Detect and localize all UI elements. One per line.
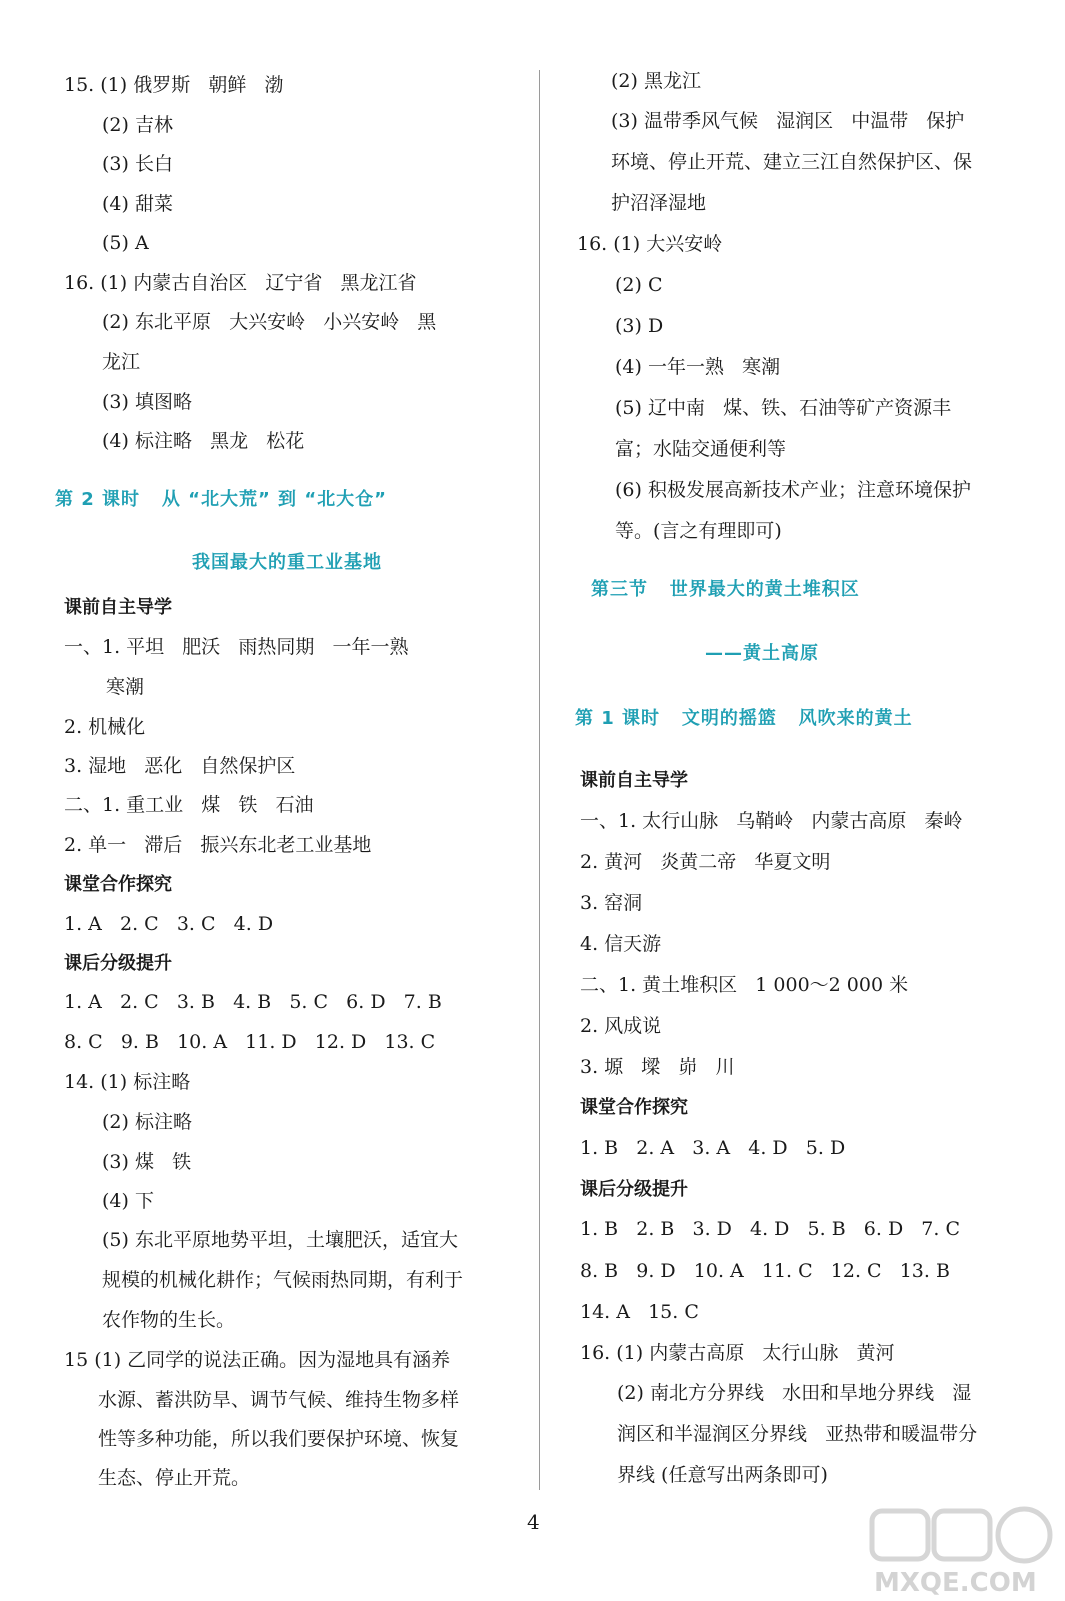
answer-line: 二、1. 黄土堆积区 1 000～2 000 米 bbox=[580, 974, 909, 996]
answer-line: 8. B 9. D 10. A 11. C 12. C 13. B bbox=[580, 1260, 950, 1282]
lesson-subheading: 我国最大的重工业基地 bbox=[192, 552, 382, 573]
answer-line: (2) 东北平原 大兴安岭 小兴安岭 黑 bbox=[102, 311, 437, 333]
column-divider bbox=[539, 70, 540, 1490]
answer-line: (2) 南北方分界线 水田和旱地分界线 湿 bbox=[617, 1382, 972, 1404]
lesson-heading: 第 1 课时 文明的摇篮 风吹来的黄土 bbox=[575, 708, 913, 729]
answer-line: 1. B 2. B 3. D 4. D 5. B 6. D 7. C bbox=[580, 1218, 961, 1240]
answer-line: 龙江 bbox=[102, 351, 141, 373]
answer-line: 二、1. 重工业 煤 铁 石油 bbox=[64, 794, 314, 816]
watermark-text: MXQE.COM bbox=[874, 1568, 1037, 1597]
section-heading: 课前自主导学 bbox=[580, 770, 688, 791]
answer-line: 护沼泽湿地 bbox=[611, 192, 707, 214]
answer-line: (3) 温带季风气候 湿润区 中温带 保护 bbox=[611, 110, 965, 132]
answer-line: 生态、停止开荒。 bbox=[98, 1467, 251, 1489]
answer-line: (3) 填图略 bbox=[102, 391, 192, 413]
section-subtitle: ——黄土高原 bbox=[705, 643, 819, 664]
answer-line: 水源、蓄洪防旱、调节气候、维持生物多样 bbox=[98, 1389, 460, 1411]
answer-line: 3. 窑洞 bbox=[580, 892, 643, 914]
answer-line: 14. (1) 标注略 bbox=[64, 1071, 191, 1093]
answer-line: 8. C 9. B 10. A 11. D 12. D 13. C bbox=[64, 1031, 436, 1053]
answer-line: 农作物的生长。 bbox=[102, 1309, 236, 1331]
section-heading: 课堂合作探究 bbox=[580, 1097, 688, 1118]
section-heading: 课后分级提升 bbox=[580, 1179, 688, 1200]
answer-line: (6) 积极发展高新技术产业；注意环境保护 bbox=[615, 479, 971, 501]
answer-line: (4) 下 bbox=[102, 1190, 154, 1212]
section-heading: 课前自主导学 bbox=[64, 597, 172, 618]
page-number: 4 bbox=[527, 1510, 540, 1534]
answer-line: 2. 单一 滞后 振兴东北老工业基地 bbox=[64, 834, 372, 856]
answer-line: 界线 (任意写出两条即可) bbox=[617, 1464, 828, 1486]
answer-line: 性等多种功能，所以我们要保护环境、恢复 bbox=[98, 1428, 460, 1450]
answer-line: (2) C bbox=[615, 274, 663, 296]
answer-line: (2) 黑龙江 bbox=[611, 70, 701, 92]
answer-line: 一、1. 太行山脉 乌鞘岭 内蒙古高原 秦岭 bbox=[580, 810, 963, 832]
answer-line: 一、1. 平坦 肥沃 雨热同期 一年一熟 bbox=[64, 636, 409, 658]
answer-line: 1. B 2. A 3. A 4. D 5. D bbox=[580, 1137, 846, 1159]
answer-line: (5) A bbox=[102, 232, 149, 254]
section-heading: 课后分级提升 bbox=[64, 953, 172, 974]
answer-line: 规模的机械化耕作；气候雨热同期，有利于 bbox=[102, 1269, 464, 1291]
answer-line: 14. A 15. C bbox=[580, 1301, 699, 1323]
answer-line: 16. (1) 大兴安岭 bbox=[577, 233, 723, 255]
answer-line: 1. A 2. C 3. C 4. D bbox=[64, 913, 274, 935]
answer-line: (3) D bbox=[615, 315, 664, 337]
answer-line: 15 (1) 乙同学的说法正确。因为湿地具有涵养 bbox=[64, 1349, 451, 1371]
section-heading: 课堂合作探究 bbox=[64, 874, 172, 895]
answer-line: 寒潮 bbox=[106, 676, 145, 698]
answer-line: 富；水陆交通便利等 bbox=[615, 438, 787, 460]
answer-line: 等。(言之有理即可) bbox=[615, 520, 782, 542]
answer-line: 2. 风成说 bbox=[580, 1015, 662, 1037]
answer-line: 2. 机械化 bbox=[64, 716, 146, 738]
section-title: 第三节 世界最大的黄土堆积区 bbox=[591, 579, 860, 600]
answer-line: (4) 标注略 黑龙 松花 bbox=[102, 430, 305, 452]
answer-line: (3) 煤 铁 bbox=[102, 1151, 192, 1173]
lesson-heading: 第 2 课时 从 “北大荒” 到 “北大仓” bbox=[55, 489, 387, 510]
answer-line: (4) 甜菜 bbox=[102, 193, 173, 215]
answer-line: 2. 黄河 炎黄二帝 华夏文明 bbox=[580, 851, 831, 873]
answer-line: (5) 辽中南 煤、铁、石油等矿产资源丰 bbox=[615, 397, 952, 419]
answer-line: 1. A 2. C 3. B 4. B 5. C 6. D 7. B bbox=[64, 991, 442, 1013]
watermark-logo-icon bbox=[868, 1505, 1058, 1597]
answer-line: 15. (1) 俄罗斯 朝鲜 渤 bbox=[64, 74, 284, 96]
watermark bbox=[868, 1505, 1058, 1597]
answer-line: (5) 东北平原地势平坦，土壤肥沃，适宜大 bbox=[102, 1229, 458, 1251]
answer-line: (4) 一年一熟 寒潮 bbox=[615, 356, 781, 378]
answer-line: 润区和半湿润区分界线 亚热带和暖温带分 bbox=[617, 1423, 978, 1445]
answer-line: (3) 长白 bbox=[102, 153, 173, 175]
answer-line: 3. 湿地 恶化 自然保护区 bbox=[64, 755, 296, 777]
answer-line: 环境、停止开荒、建立三江自然保护区、保 bbox=[611, 151, 973, 173]
answer-line: 3. 塬 墚 峁 川 bbox=[580, 1056, 735, 1078]
answer-line: 16. (1) 内蒙古自治区 辽宁省 黑龙江省 bbox=[64, 272, 417, 294]
answer-line: 16. (1) 内蒙古高原 太行山脉 黄河 bbox=[580, 1342, 895, 1364]
answer-line: (2) 标注略 bbox=[102, 1111, 192, 1133]
answer-line: 4. 信天游 bbox=[580, 933, 662, 955]
answer-line: (2) 吉林 bbox=[102, 114, 173, 136]
